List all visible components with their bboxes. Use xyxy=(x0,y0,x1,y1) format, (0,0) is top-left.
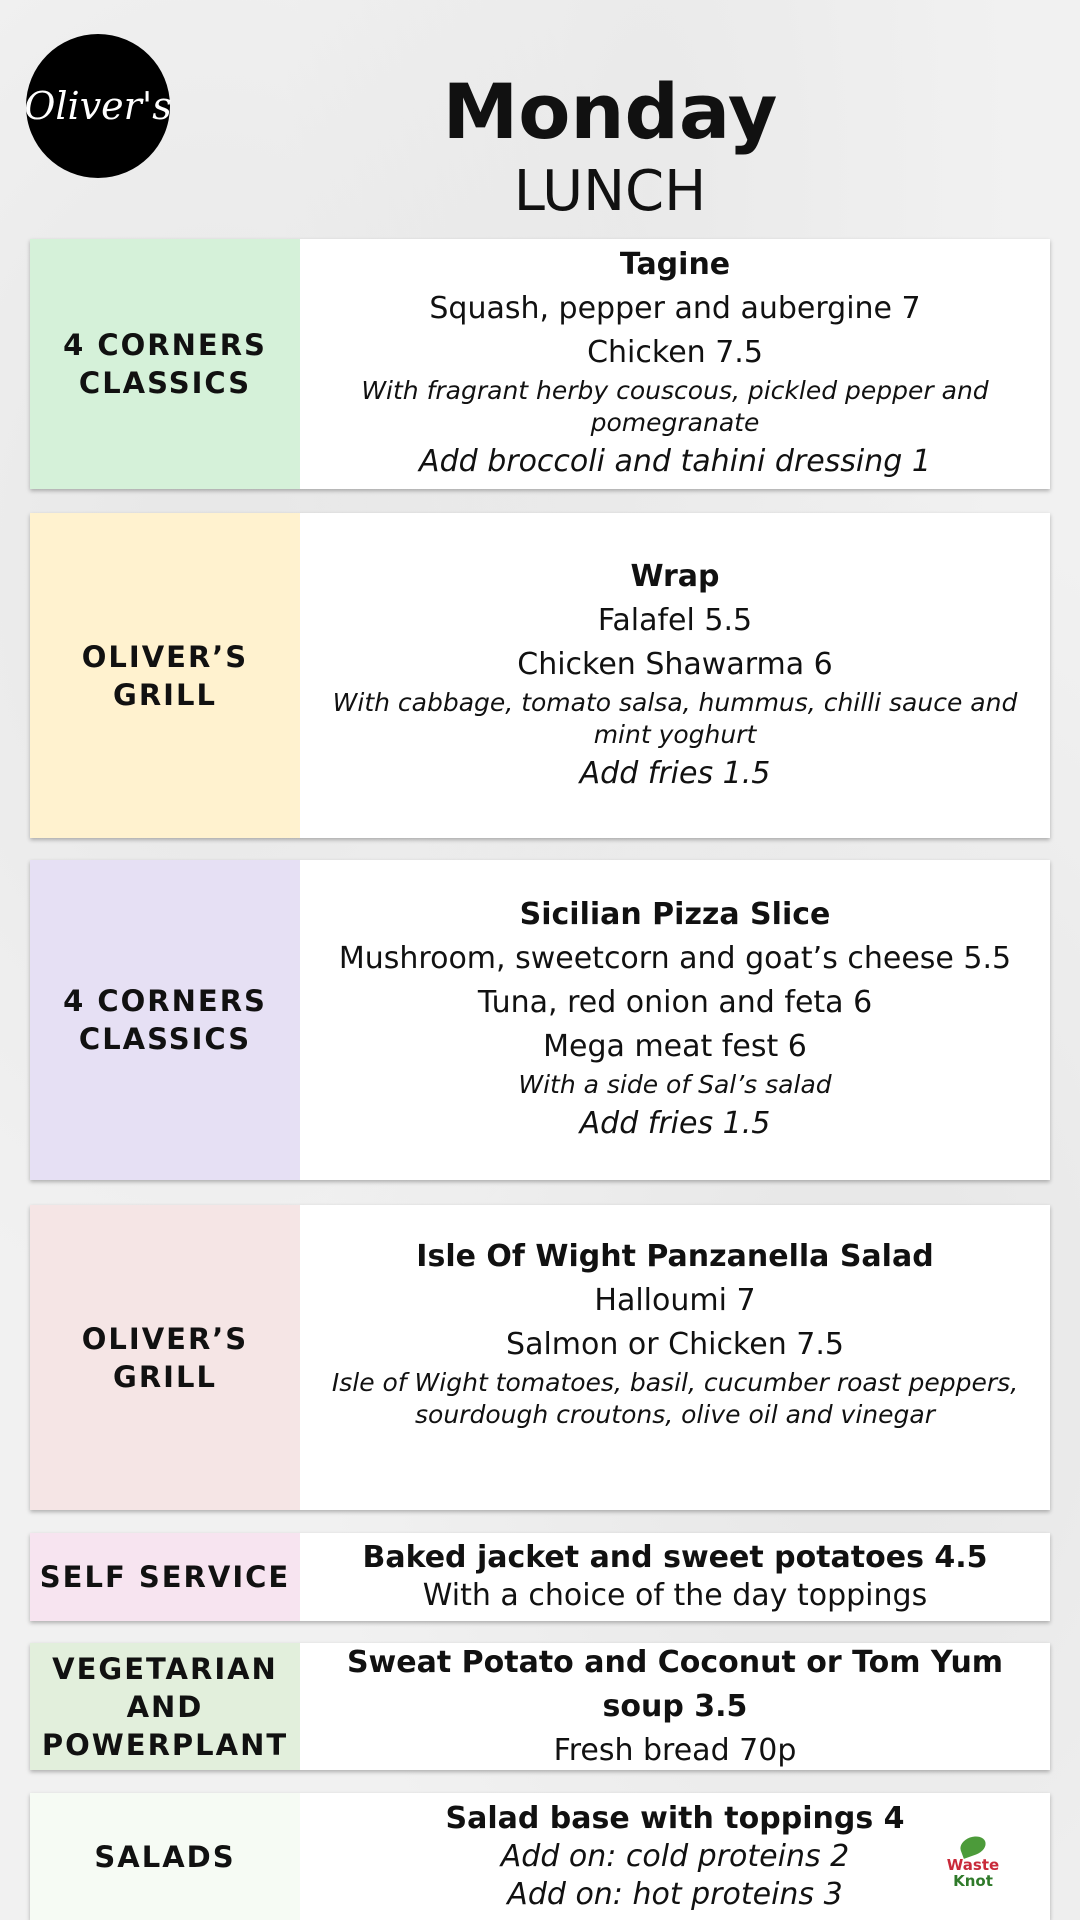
dish-addon: Add on: cold proteins 2 xyxy=(500,1838,850,1874)
menu-section-salads xyxy=(30,1793,1050,1920)
section-label: OLIVER’S GRILL xyxy=(30,1205,300,1510)
section-label: 4 CORNERS CLASSICS xyxy=(30,239,300,489)
dish-title: Baked jacket and sweet potatoes 4.5 xyxy=(362,1540,988,1575)
dish-option: Chicken Shawarma 6 xyxy=(517,646,833,682)
section-content xyxy=(300,860,1050,1180)
dish-option: Fresh bread 70p xyxy=(553,1732,797,1768)
menu-section-pizza xyxy=(30,860,1050,1180)
section-content xyxy=(300,1205,1050,1510)
dish-description: Isle of Wight tomatoes, basil, cucumber roast peppers, sourdough croutons, olive oil and vinegar xyxy=(331,1368,1019,1429)
dish-description: With a side of Sal’s salad xyxy=(518,1070,832,1099)
dish-option: Mega meat fest 6 xyxy=(543,1029,807,1064)
dish-option: Chicken 7.5 xyxy=(587,335,763,370)
dish-option: Mushroom, sweetcorn and goat’s cheese 5.5 xyxy=(338,941,1012,976)
waste-knot-logo: Waste Knot xyxy=(940,1830,1006,1896)
dish-option: Salmon or Chicken 7.5 xyxy=(506,1327,844,1362)
dish-title: Sweat Potato and Coconut or Tom Yum soup 3.5 xyxy=(346,1644,1004,1724)
section-label: VEGETARIAN AND POWERPLANT xyxy=(30,1643,300,1770)
page-title-day: Monday xyxy=(442,67,778,156)
dish-option: Tuna, red onion and feta 6 xyxy=(477,985,873,1020)
dish-addon: Add fries 1.5 xyxy=(579,755,771,791)
dish-option: Falafel 5.5 xyxy=(597,602,753,638)
dish-addon: Add fries 1.5 xyxy=(579,1106,771,1141)
dish-title: Sicilian Pizza Slice xyxy=(519,897,831,932)
dish-option: Halloumi 7 xyxy=(594,1283,756,1318)
section-content xyxy=(300,1533,1050,1621)
dish-option: Squash, pepper and aubergine 7 xyxy=(429,291,921,326)
menu-section-tagine xyxy=(30,239,1050,489)
dish-description: With cabbage, tomato salsa, hummus, chilli sauce and mint yoghurt xyxy=(332,687,1018,749)
menu-section-self-service xyxy=(30,1533,1050,1621)
menu-section-panzanella xyxy=(30,1205,1050,1510)
meal-subtitle: LUNCH xyxy=(513,159,707,224)
section-label: SALADS xyxy=(30,1793,300,1920)
dish-title: Isle Of Wight Panzanella Salad xyxy=(416,1239,934,1274)
dish-option: With a choice of the day toppings xyxy=(422,1578,928,1613)
dish-addon: Add broccoli and tahini dressing 1 xyxy=(419,444,931,479)
dish-addon: Add on: hot proteins 3 xyxy=(507,1876,843,1912)
dish-title: Salad base with toppings 4 xyxy=(445,1800,905,1836)
section-label: OLIVER’S GRILL xyxy=(30,513,300,838)
menu-section-wrap xyxy=(30,513,1050,838)
menu-section-soup xyxy=(30,1643,1050,1770)
section-content xyxy=(300,239,1050,489)
section-content xyxy=(300,1643,1050,1770)
olivers-logo: Oliver's xyxy=(26,34,170,178)
section-content xyxy=(300,513,1050,838)
section-content xyxy=(300,1793,1050,1920)
dish-title: Wrap xyxy=(630,558,720,594)
section-label: 4 CORNERS CLASSICS xyxy=(30,860,300,1180)
section-label: SELF SERVICE xyxy=(30,1533,300,1621)
dish-description: With fragrant herby couscous, pickled pepper and pomegranate xyxy=(361,376,989,437)
dish-title: Tagine xyxy=(619,247,731,282)
